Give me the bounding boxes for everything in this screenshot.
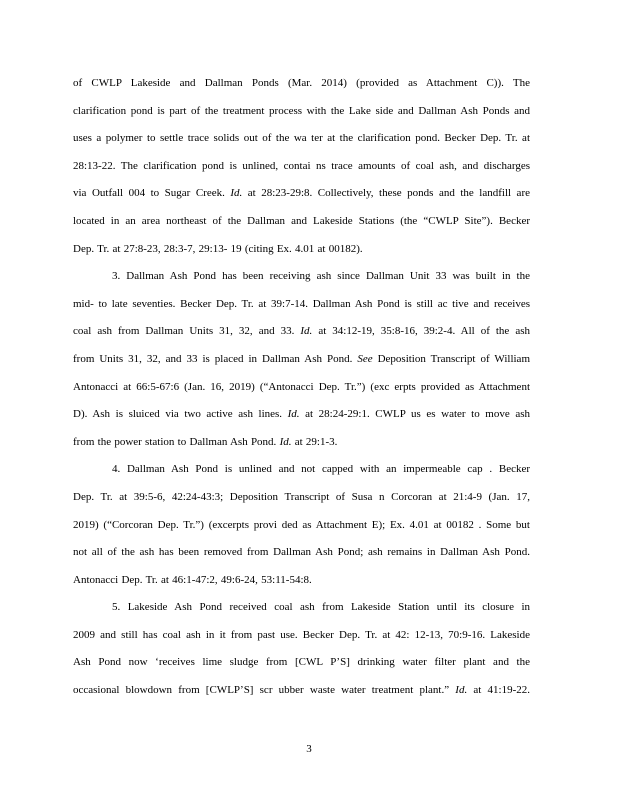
text-line: Antonacci at 66:5-67:6 (Jan. 16, 2019) (“Antonacci Dep. Tr.”) (exc erpts provided as Attachment <box>73 380 530 393</box>
text-line: Antonacci Dep. Tr. at 46:1-47:2, 49:6-24, 53:11-54:8. <box>73 573 312 586</box>
text-line: not all of the ash has been removed from Dallman Ash Pond; ash remains in Dallman Ash Pond. <box>73 546 530 559</box>
text-line: coal ash from Dallman Units 31, 32, and 33. Id. at 34:12-19, 35:8-16, 39:2-4. All of the ash <box>73 325 530 338</box>
text-line: uses a polymer to settle trace solids out of the wa ter at the clarification pond. Becker Dep. Tr. at <box>73 132 530 145</box>
text-line: of CWLP Lakeside and Dallman Ponds (Mar. 2014) (provided as Attachment C)). The <box>73 77 530 89</box>
text-line: 2009 and still has coal ash in it from past use. Becker Dep. Tr. at 42: 12-13, 70:9-16. Lakeside <box>73 628 530 641</box>
text-line: from Units 31, 32, and 33 is placed in Dallman Ash Pond. See Deposition Transcript of William <box>73 352 530 365</box>
text-line: from the power station to Dallman Ash Pond. Id. at 29:1-3. <box>73 435 338 448</box>
body-text <box>73 70 530 705</box>
text-line: via Outfall 004 to Sugar Creek. Id. at 28:23-29:8. Collectively, these ponds and the landfill are <box>73 187 530 200</box>
text-line: Ash Pond now ‘receives lime sludge from [CWL P’S] drinking water filter plant and the <box>73 656 530 669</box>
text-line: mid- to late seventies. Becker Dep. Tr. at 39:7-14. Dallman Ash Pond is still ac tive and receives <box>73 297 530 310</box>
text-line: occasional blowdown from [CWLP’S] scr ubber waste water treatment plant.” Id. at 41:19-22. <box>73 684 530 697</box>
text-line: 5. Lakeside Ash Pond received coal ash from Lakeside Station until its closure in <box>112 601 530 614</box>
text-line: D). Ash is sluiced via two active ash lines. Id. at 28:24-29:1. CWLP us es water to move ash <box>73 408 530 421</box>
text-line: located in an area northeast of the Dallman and Lakeside Stations (the “CWLP Site”). Becker <box>73 214 530 227</box>
text-line: Dep. Tr. at 27:8-23, 28:3-7, 29:13- 19 (citing Ex. 4.01 at 00182). <box>73 242 363 255</box>
text-line: clarification pond is part of the treatment process with the Lake side and Dallman Ash Ponds and <box>73 104 530 117</box>
text-line: 28:13-22. The clarification pond is unlined, contai ns trace amounts of coal ash, and discharges <box>73 159 530 172</box>
text-line: Dep. Tr. at 39:5-6, 42:24-43:3; Deposition Transcript of Susa n Corcoran at 21:4-9 (Jan. 17, <box>73 490 530 503</box>
text-line: 4. Dallman Ash Pond is unlined and not capped with an impermeable cap . Becker <box>112 463 530 476</box>
text-line: 3. Dallman Ash Pond has been receiving ash since Dallman Unit 33 was built in the <box>112 270 530 283</box>
page-number: 3 <box>306 743 312 755</box>
text-line: 2019) (“Corcoran Dep. Tr.”) (excerpts provi ded as Attachment E); Ex. 4.01 at 00182 . Some but <box>73 518 530 531</box>
